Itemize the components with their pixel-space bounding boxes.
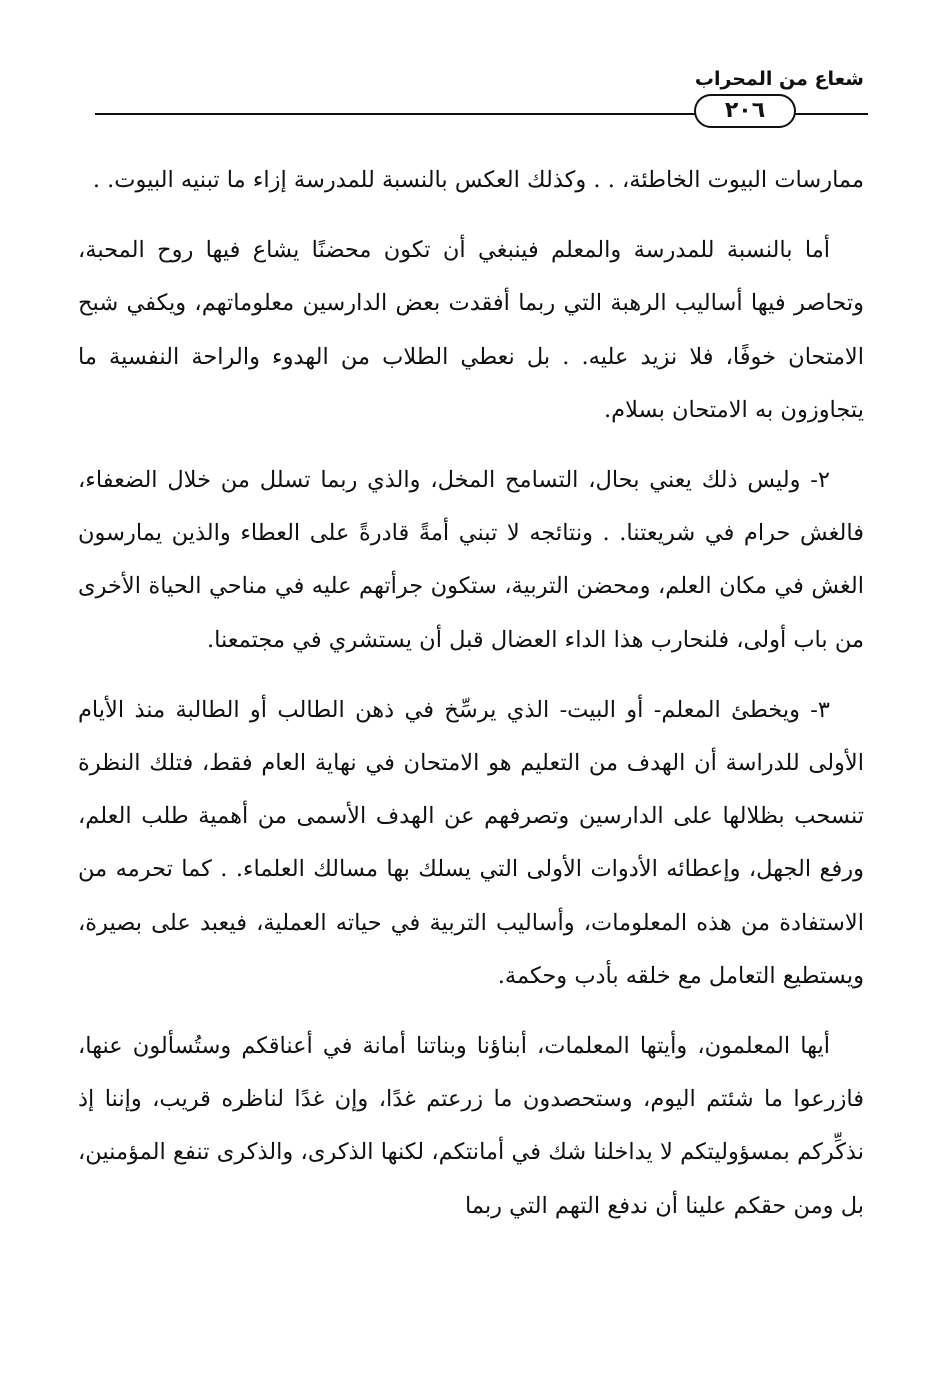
body-text [78, 154, 864, 1250]
paragraph: ممارسات البيوت الخاطئة، . . وكذلك العكس بالنسبة للمدرسة إزاء ما تبنيه البيوت. . [92, 167, 864, 193]
page-number-badge: ٢٠٦ [694, 94, 796, 128]
paragraph: أيها المعلمون، وأيتها المعلمات، أبناؤنا وبناتنا أمانة في أعناقكم وستُسألون عنها، فازرعوا ما شئتم اليوم، وستحصدون ما زرعتم غدًا، وإن غدًا لناظره قريب، وإننا إذ نذكِّركم بمسؤوليتكم لا يداخلنا شك في أمانتكم، لكنها الذكرى، والذكرى تنفع المؤمنين، بل ومن حقكم علينا أن ندفع التهم التي ربما [78, 1033, 864, 1219]
paragraph: ٢- وليس ذلك يعني بحال، التسامح المخل، والذي ربما تسلل من خلال الضعفاء، فالغش حرام في شريعتنا. . ونتائجه لا تبني أمةً قادرةً على العطاء والذين يمارسون الغش في مكان العلم، ومحضن التربية، ستكون جرأتهم عليه في مناحي الحياة الأخرى من باب أولى، فلنحارب هذا الداء العضال قبل أن يستشري في مجتمعنا. [78, 467, 864, 653]
paragraph: أما بالنسبة للمدرسة والمعلم فينبغي أن تكون محضنًا يشاع فيها روح المحبة، وتحاصر فيها أساليب الرهبة التي ربما أفقدت بعض الدارسين معلوماتهم، ويكفي شبح الامتحان خوفًا، فلا نزيد عليه. . بل نعطي الطلاب من الهدوء والراحة النفسية ما يتجاوزون به الامتحان بسلام. [78, 237, 864, 423]
paragraph: ٣- ويخطئ المعلم- أو البيت- الذي يرسِّخ في ذهن الطالب أو الطالبة منذ الأيام الأولى للدراسة أن الهدف من التعليم هو الامتحان في نهاية العام فقط، فتلك النظرة تنسحب بظلالها على الدارسين وتصرفهم عن الهدف الأسمى من أهمية طلب العلم، ورفع الجهل، وإعطائه الأدوات الأولى التي يسلك بها مسالك العلماء. . كما تحرمه من الاستفادة من هذه المعلومات، وأساليب التربية في حياته العملية، فيعبد على بصيرة، ويستطيع التعامل مع خلقه بأدب وحكمة. [78, 696, 864, 989]
running-title: شعاع من المحراب [694, 68, 864, 90]
